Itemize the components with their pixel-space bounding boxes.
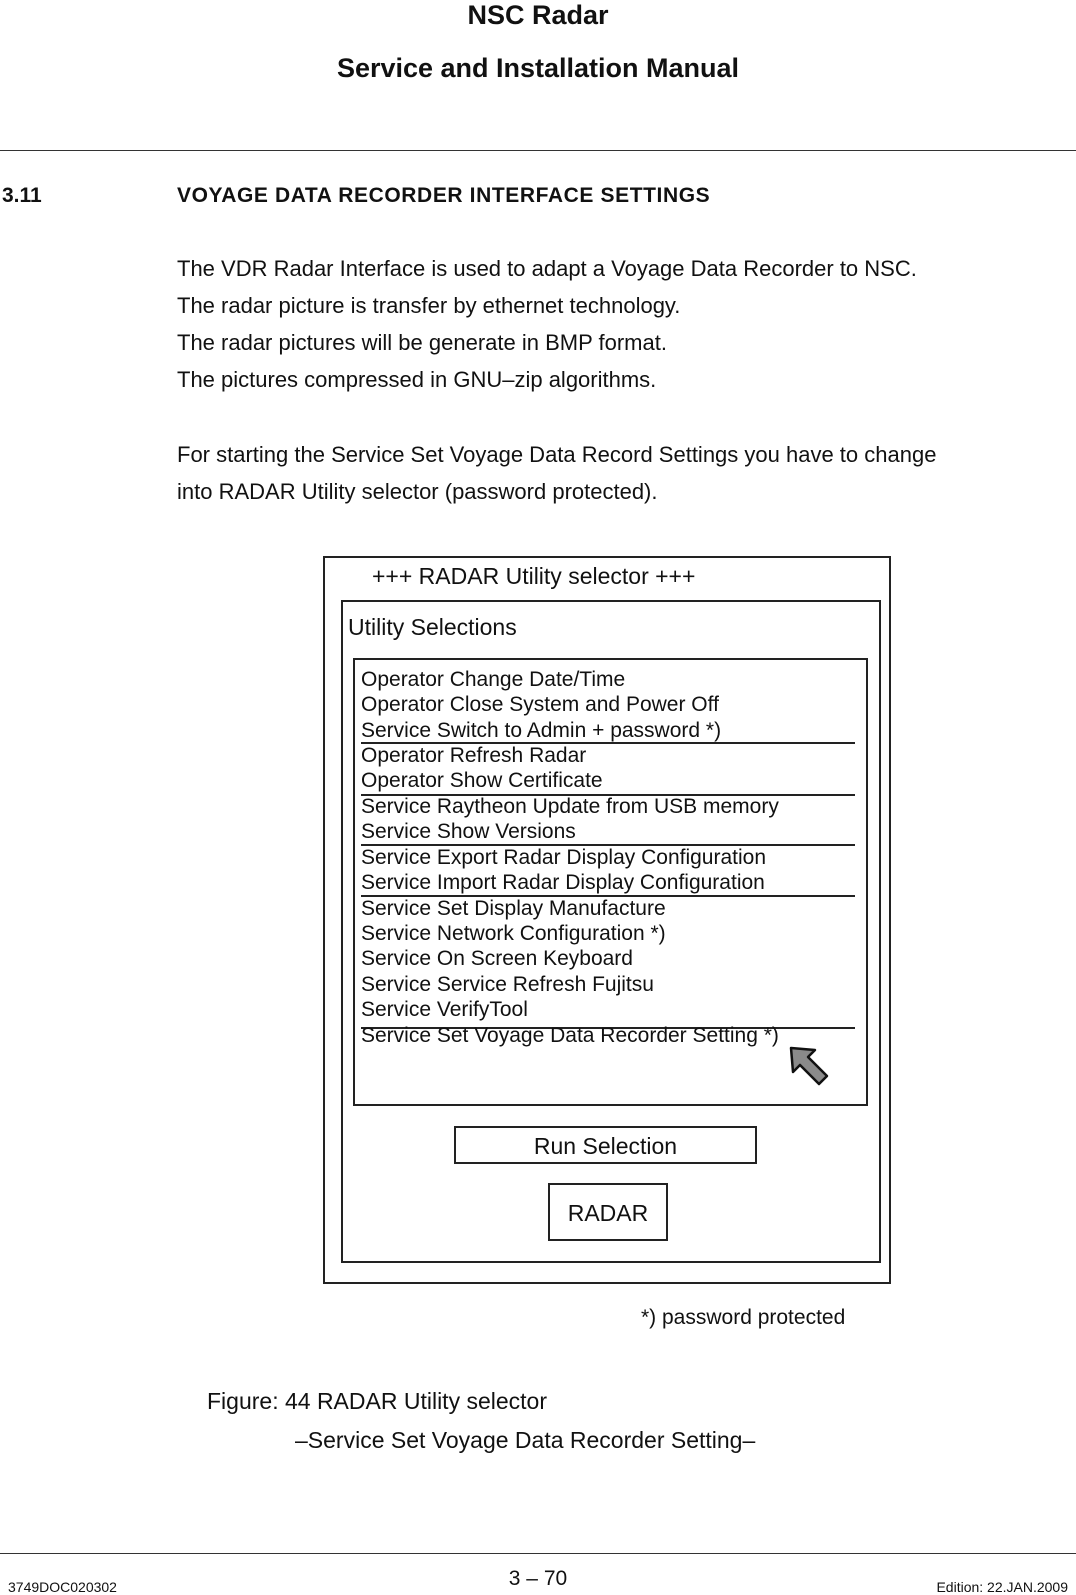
list-item-voyage-data-recorder[interactable]: Service Set Voyage Data Recorder Setting *) (361, 1024, 779, 1047)
intro-line: The radar picture is transfer by ethernet technology. (177, 293, 681, 318)
intro-paragraph (177, 250, 917, 398)
list-item[interactable]: Operator Show Certificate (361, 769, 603, 792)
list-item[interactable]: Operator Refresh Radar (361, 744, 587, 767)
mouse-pointer-icon (789, 1046, 833, 1086)
list-item[interactable]: Service Export Radar Display Configuration (361, 846, 767, 869)
section-number: 3.11 (2, 184, 42, 207)
section-title: VOYAGE DATA RECORDER INTERFACE SETTINGS (177, 184, 711, 207)
list-item[interactable]: Service VerifyTool (361, 998, 528, 1021)
intro-line: The radar pictures will be generate in BMP format. (177, 330, 667, 355)
run-selection-button[interactable]: Run Selection (454, 1126, 757, 1164)
radar-button[interactable]: RADAR (548, 1183, 668, 1241)
document-title: NSC Radar (467, 0, 609, 30)
instruction-paragraph (177, 436, 936, 510)
list-item[interactable]: Service Switch to Admin + password *) (361, 719, 722, 742)
header-rule (0, 150, 1076, 151)
intro-line: The pictures compressed in GNU–zip algorithms. (177, 367, 657, 392)
window-title: +++ RADAR Utility selector +++ (372, 563, 696, 589)
password-note: *) password protected (641, 1306, 846, 1329)
instruction-line: For starting the Service Set Voyage Data Record Settings you have to change (177, 442, 937, 467)
list-item[interactable]: Operator Close System and Power Off (361, 693, 719, 716)
figure-caption-subtitle: –Service Set Voyage Data Recorder Setting– (295, 1427, 756, 1453)
document-id: 3749DOC020302 (8, 1579, 117, 1595)
page-number: 3 – 70 (508, 1567, 568, 1590)
instruction-line: into RADAR Utility selector (password protected). (177, 479, 658, 504)
figure-caption: Figure: 44 RADAR Utility selector (207, 1388, 547, 1414)
list-item[interactable]: Service Raytheon Update from USB memory (361, 795, 779, 818)
list-item[interactable]: Service Service Refresh Fujitsu (361, 973, 654, 996)
list-item[interactable]: Service Network Configuration *) (361, 922, 666, 945)
group-label: Utility Selections (348, 614, 517, 640)
list-item[interactable]: Service Set Display Manufacture (361, 897, 666, 920)
footer-rule (0, 1553, 1076, 1554)
list-item[interactable]: Service Import Radar Display Configuration (361, 871, 765, 894)
edition-date: Edition: 22.JAN.2009 (936, 1579, 1068, 1595)
intro-line: The VDR Radar Interface is used to adapt a Voyage Data Recorder to NSC. (177, 256, 917, 281)
list-item[interactable]: Service Show Versions (361, 820, 576, 843)
list-item[interactable]: Service On Screen Keyboard (361, 947, 633, 970)
document-subtitle: Service and Installation Manual (336, 53, 740, 83)
list-item[interactable]: Operator Change Date/Time (361, 668, 626, 691)
